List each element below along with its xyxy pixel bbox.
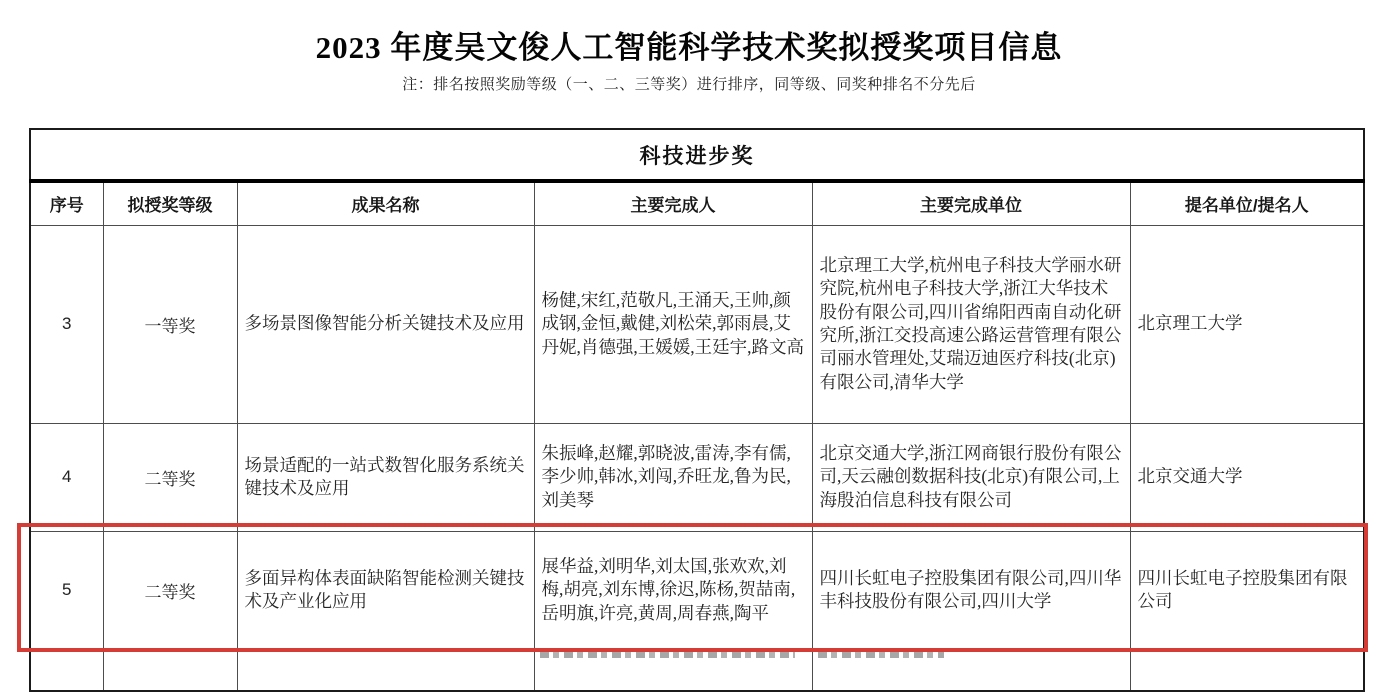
- cell-grade: 二等奖: [103, 423, 237, 531]
- table-row: [30, 423, 1364, 531]
- cell-people: 朱振峰,赵耀,郭晓波,雷涛,李有儒,李少帅,韩冰,刘闯,乔旺龙,鲁为民,刘美琴: [534, 423, 812, 531]
- cell-grade: 二等奖: [103, 531, 237, 649]
- cell-grade: [103, 649, 237, 691]
- cell-achievement: 场景适配的一站式数智化服务系统关键技术及应用: [237, 423, 534, 531]
- cell-achievement: 多面异构体表面缺陷智能检测关键技术及产业化应用: [237, 531, 534, 649]
- cell-achievement: [237, 649, 534, 691]
- cell-nominator: 北京理工大学: [1130, 225, 1364, 423]
- cell-no: [30, 649, 103, 691]
- column-header-row: [30, 181, 1364, 225]
- cell-grade: 一等奖: [103, 225, 237, 423]
- section-header: 科技进步奖: [30, 129, 1364, 181]
- cell-achievement: 多场景图像智能分析关键技术及应用: [237, 225, 534, 423]
- cell-people: [534, 649, 812, 691]
- clipped-row-text: [818, 652, 944, 658]
- col-header-people: 主要完成人: [534, 181, 812, 225]
- col-header-units: 主要完成单位: [812, 181, 1130, 225]
- table-row: [30, 225, 1364, 423]
- col-header-nominator: 提名单位/提名人: [1130, 181, 1364, 225]
- cell-units: 北京交通大学,浙江网商银行股份有限公司,天云融创数据科技(北京)有限公司,上海殷泊信息科技有限公司: [812, 423, 1130, 531]
- cell-no: 4: [30, 423, 103, 531]
- clipped-row-text: [540, 652, 796, 658]
- cell-units: 北京理工大学,杭州电子科技大学丽水研究院,杭州电子科技大学,浙江大华技术股份有限公司,四川省绵阳西南自动化研究所,浙江交投高速公路运营管理有限公司丽水管理处,艾瑞迈迪医疗科技(北京)有限公司,清华大学: [812, 225, 1130, 423]
- cell-nominator: 四川长虹电子控股集团有限公司: [1130, 531, 1364, 649]
- page-title: 2023 年度吴文俊人工智能科学技术奖拟授奖项目信息: [315, 30, 1063, 65]
- col-header-grade: 拟授奖等级: [103, 181, 237, 225]
- cell-no: 3: [30, 225, 103, 423]
- award-table: [29, 128, 1365, 692]
- section-header-row: [30, 129, 1364, 181]
- table-row-partial: [30, 649, 1364, 691]
- cell-nominator: 北京交通大学: [1130, 423, 1364, 531]
- cell-nominator: [1130, 649, 1364, 691]
- cell-units: 四川长虹电子控股集团有限公司,四川华丰科技股份有限公司,四川大学: [812, 531, 1130, 649]
- cell-units: [812, 649, 1130, 691]
- cell-people: 展华益,刘明华,刘太国,张欢欢,刘梅,胡亮,刘东博,徐迟,陈杨,贺喆南,岳明旗,许亮,黄周,周春燕,陶平: [534, 531, 812, 649]
- col-header-no: 序号: [30, 181, 103, 225]
- table-row-highlighted: [30, 531, 1364, 649]
- award-table-container: [29, 128, 1363, 692]
- ranking-note: 注：排名按照奖励等级（一、二、三等奖）进行排序，同等级、同奖种排名不分先后: [402, 77, 976, 93]
- cell-no: 5: [30, 531, 103, 649]
- col-header-achievement: 成果名称: [237, 181, 534, 225]
- cell-people: 杨健,宋红,范敬凡,王涌天,王帅,颜成钢,金恒,戴健,刘松荣,郭雨晨,艾丹妮,肖德强,王媛媛,王廷宇,路文高: [534, 225, 812, 423]
